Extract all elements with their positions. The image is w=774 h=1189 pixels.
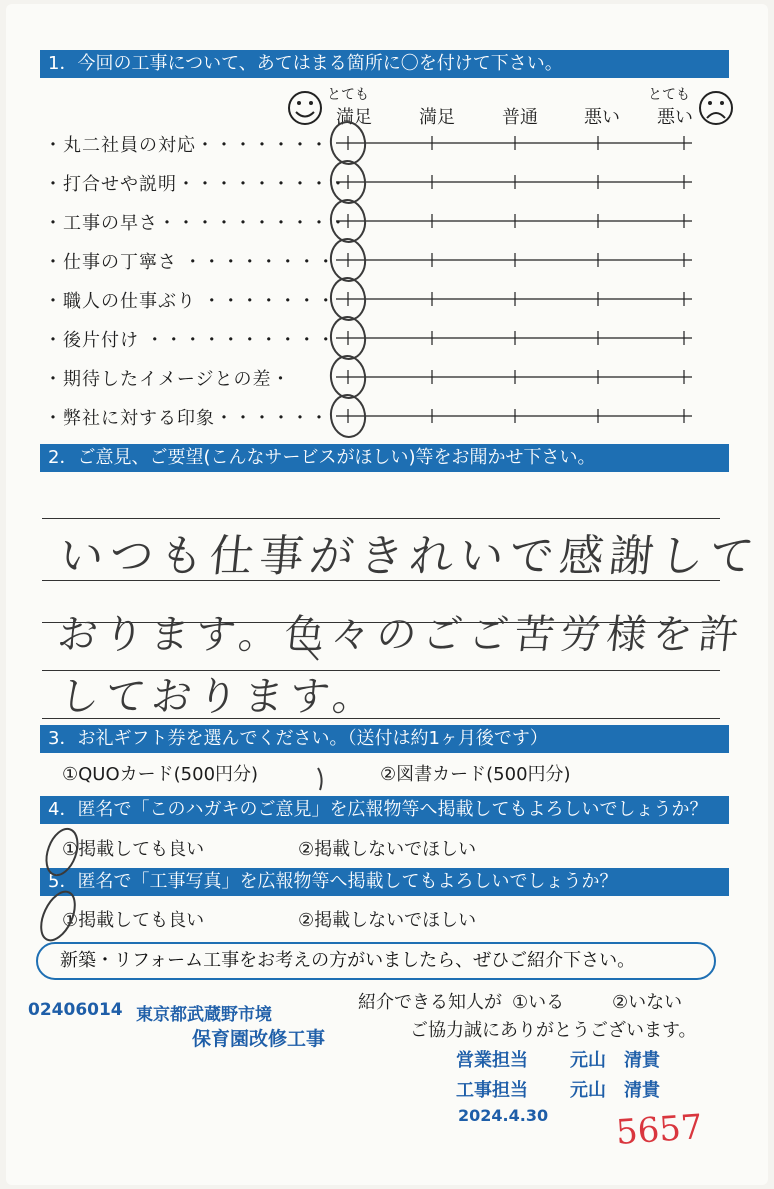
write-line-1 <box>42 518 720 519</box>
col5-top: とても <box>648 87 690 103</box>
col1-label: 満足 <box>336 107 372 128</box>
item-label-expectation: ・期待したイメージとの差・ <box>44 369 291 390</box>
gift-option-quo[interactable]: ①QUOカード(500円分) <box>62 764 259 785</box>
item-label-impression: ・弊社に対する印象・・・・・・ <box>44 408 329 429</box>
handwritten-comment-line2: おります。色々のごご苦労様を許 <box>55 612 747 658</box>
referral-banner: 新築・リフォーム工事をお考えの方がいましたら、ぜひご紹介下さい。 <box>36 942 716 980</box>
handwritten-comment-line3: しております。 <box>57 674 381 720</box>
handwritten-number: 5657 <box>614 1107 704 1153</box>
handwritten-comment-line1: いつも仕事がきれいで感謝して <box>56 531 763 582</box>
section1-header: 1．今回の工事について、あてはまる箇所に〇を付けて下さい。 <box>40 50 729 78</box>
item-label-staff: ・丸二社員の対応・・・・・・・ <box>44 135 329 156</box>
project-name: 保育園改修工事 <box>192 1028 326 1050</box>
customer-code: 02406014 <box>28 1000 123 1020</box>
publish-opinion-yes[interactable]: ①掲載しても良い <box>62 839 205 860</box>
referral-no[interactable]: ②いない <box>612 992 683 1013</box>
col1-top: とても <box>327 87 369 103</box>
col5-label: 悪い <box>657 107 693 128</box>
item-label-care: ・仕事の丁寧さ ・・・・・・・・ <box>44 252 336 273</box>
section5-header: 5．匿名で「工事写真」を広報物等へ掲載してもよろしいでしょうか？ <box>40 868 729 896</box>
survey-date: 2024.4.30 <box>458 1106 549 1125</box>
item-label-meeting: ・打合せや説明・・・・・・・・・ <box>44 174 348 195</box>
customer-address: 東京都武蔵野市境 <box>136 1005 272 1025</box>
sales-rep-label: 営業担当 <box>456 1050 528 1071</box>
col2-label: 満足 <box>419 107 455 128</box>
section4-header: 4．匿名で「このハガキのご意見」を広報物等へ掲載してもよろしいでしょうか？ <box>40 796 729 824</box>
col4-label: 悪い <box>584 107 620 128</box>
construction-rep-name: 元山 清貴 <box>570 1080 660 1101</box>
publish-opinion-no[interactable]: ②掲載しないでほしい <box>298 839 477 860</box>
referral-question: 紹介できる知人が <box>358 992 502 1013</box>
item-label-cleanup: ・後片付け ・・・・・・・・・・ <box>44 330 336 351</box>
col3-label: 普通 <box>502 107 538 128</box>
publish-photo-no[interactable]: ②掲載しないでほしい <box>298 910 477 931</box>
publish-photo-yes[interactable]: ①掲載しても良い <box>62 910 205 931</box>
item-label-speed: ・工事の早さ・・・・・・・・・・ <box>44 213 348 234</box>
gift-option-tosho[interactable]: ②図書カード(500円分) <box>380 764 571 785</box>
construction-rep-label: 工事担当 <box>456 1080 528 1101</box>
thanks-message: ご協力誠にありがとうございます。 <box>410 1020 697 1041</box>
section3-header: 3．お礼ギフト券を選んでください。（送付は約1ヶ月後です） <box>40 725 729 753</box>
referral-yes[interactable]: ①いる <box>512 992 565 1013</box>
item-label-craftsman: ・職人の仕事ぶり ・・・・・・・ <box>44 291 336 312</box>
sales-rep-name: 元山 清貴 <box>570 1050 660 1071</box>
section2-header: 2．ご意見、ご要望(こんなサービスがほしい)等をお聞かせ下さい。 <box>40 444 729 472</box>
